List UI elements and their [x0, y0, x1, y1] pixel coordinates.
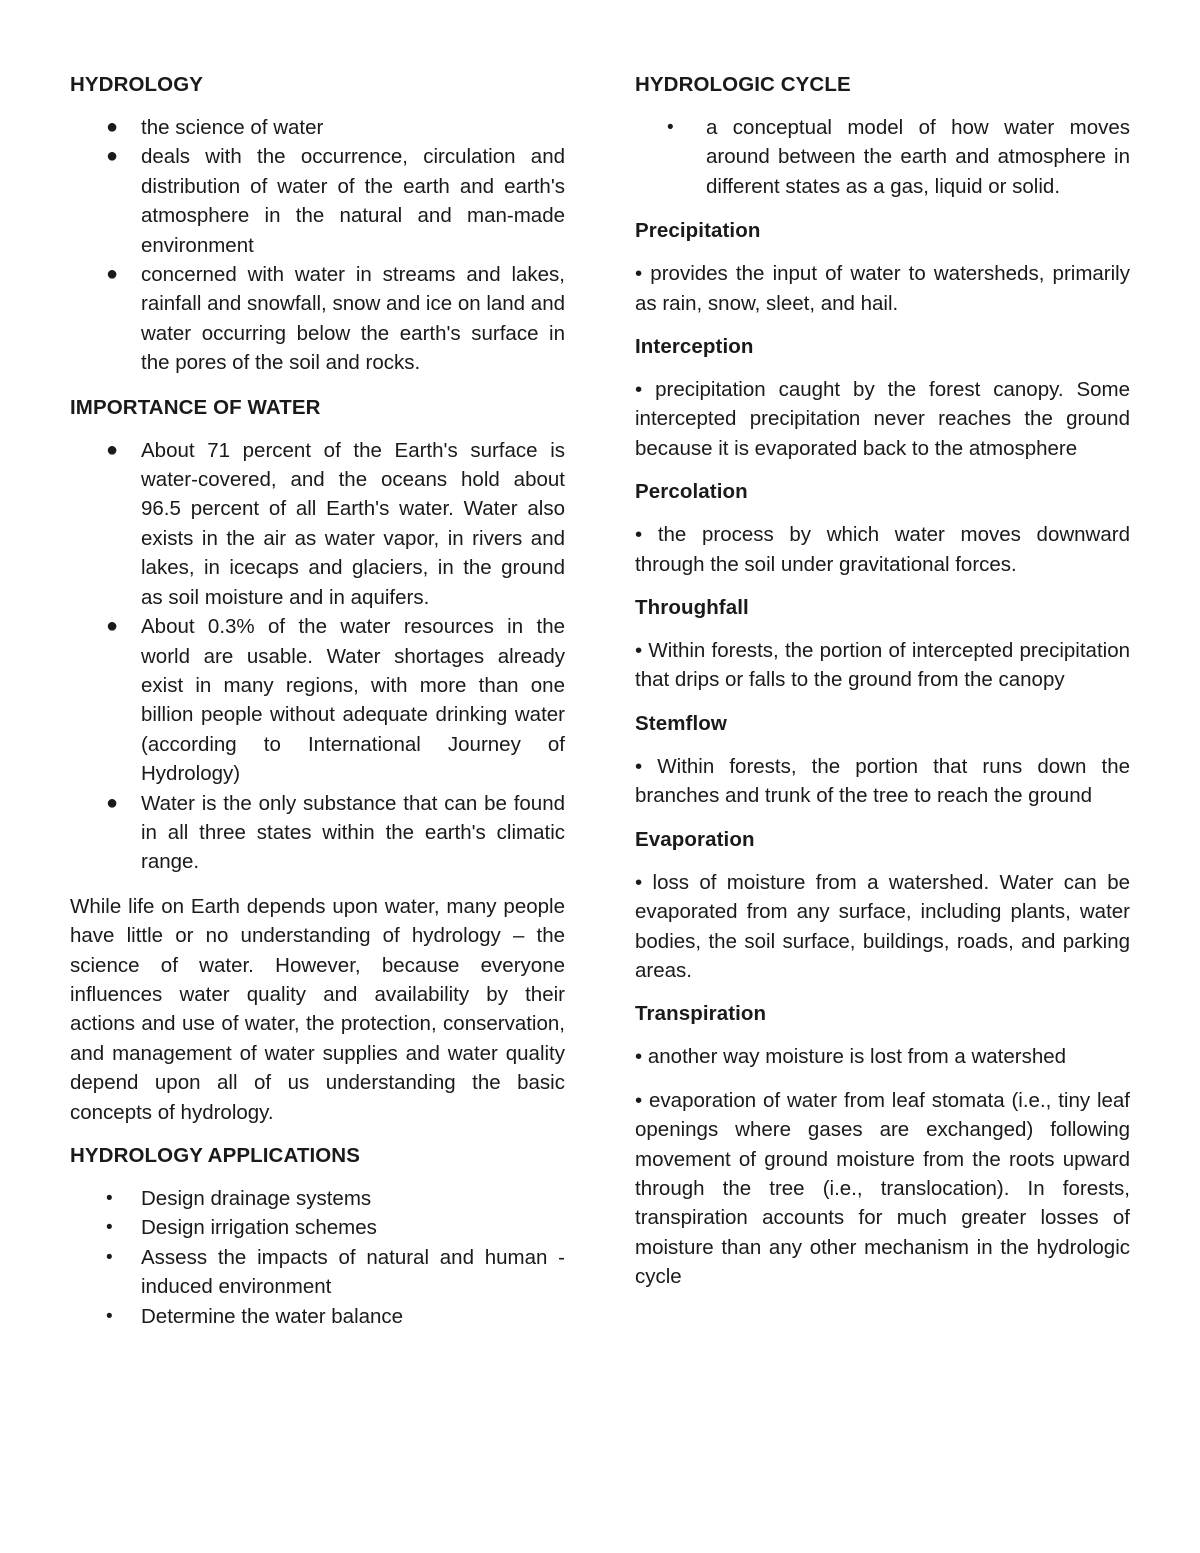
cycle-list [635, 113, 1130, 201]
term-title: Stemflow [635, 711, 727, 735]
importance-heading: IMPORTANCE OF WATER [70, 395, 321, 419]
term-text: • Within forests, the portion of intercepted precipitation that drips or falls to the ground from the canopy [635, 639, 1130, 692]
list-item: • Design irrigation schemes [70, 1213, 565, 1242]
list-item: ● concerned with water in streams and lakes, rainfall and snowfall, snow and ice on land and water occurring below the earth's surface in the pores of the soil and rocks. [70, 260, 565, 378]
term-text: • evaporation of water from leaf stomata (i.e., tiny leaf openings where gases are exchanged) following movement of ground moisture from the roots upward through the tree (i.e., translocation). In forests, transpiration accounts for much greater losses of moisture than any other mechanism in the hydrologic cycle [635, 1088, 1130, 1289]
importance-paragraph: While life on Earth depends upon water, many people have little or no understanding of hydrology – the science of water. However, because everyone influences water quality and availability by their actions and use of water, the protection, conservation, and management of water supplies and water quality depend upon all of us understanding the basic concepts of hydrology. [70, 894, 565, 1124]
bullet-icon: • [106, 1188, 113, 1209]
list-item: • Design drainage systems [70, 1184, 565, 1213]
term-evaporation [635, 825, 1130, 986]
list-item: • Determine the water balance [70, 1302, 565, 1331]
term-interception [635, 332, 1130, 463]
term-throughfall [635, 593, 1130, 695]
term-precipitation [635, 216, 1130, 318]
bullet-icon: • [667, 117, 674, 138]
term-text: • the process by which water moves downward through the soil under gravitational forces. [635, 523, 1130, 576]
term-title: Precipitation [635, 219, 761, 243]
bullet-icon: ● [106, 263, 119, 286]
importance-list [70, 436, 565, 877]
term-title: Percolation [635, 480, 748, 504]
term-stemflow [635, 709, 1130, 811]
left-column [70, 70, 565, 1346]
bullet-icon: ● [106, 145, 119, 168]
cycle-heading: HYDROLOGIC CYCLE [635, 73, 851, 96]
term-transpiration [635, 999, 1130, 1291]
term-text: • precipitation caught by the forest canopy. Some intercepted precipitation never reaches the ground because it is evaporated back to the atmosphere [635, 378, 1130, 460]
bullet-icon: • [106, 1305, 113, 1327]
term-percolation [635, 477, 1130, 579]
term-text: • provides the input of water to watersheds, primarily as rain, snow, sleet, and hail. [635, 262, 1130, 315]
list-item: ● About 0.3% of the water resources in the world are usable. Water shortages already exist in many regions, with more than one billion people without adequate drinking water (according to International Journey of Hydrology) [70, 612, 565, 788]
bullet-icon: • [106, 1217, 113, 1239]
bullet-icon: ● [106, 116, 119, 138]
term-title: Interception [635, 335, 754, 359]
list-item: • a conceptual model of how water moves around between the earth and atmosphere in different states as a gas, liquid or solid. [635, 113, 1130, 201]
applications-heading: HYDROLOGY APPLICATIONS [70, 1144, 360, 1167]
term-text: • another way moisture is lost from a watershed [635, 1045, 1067, 1069]
bullet-icon: ● [106, 791, 119, 814]
bullet-icon: ● [106, 438, 119, 461]
bullet-icon: • [106, 1246, 113, 1268]
hydrology-list [70, 113, 565, 378]
term-text: • loss of moisture from a watershed. Water can be evaporated from any surface, including plants, water bodies, the soil surface, buildings, roads, and parking areas. [635, 870, 1130, 982]
term-text: • Within forests, the portion that runs down the branches and trunk of the tree to reach the ground [635, 754, 1130, 808]
list-item: ● Water is the only substance that can be found in all three states within the earth's climatic range. [70, 789, 565, 877]
term-title: Transpiration [635, 1002, 767, 1026]
bullet-icon: ● [106, 615, 119, 638]
list-item: ● About 71 percent of the Earth's surface is water-covered, and the oceans hold about 96.5 percent of all Earth's water. Water also exists in the air as water vapor, in rivers and lakes, in icecaps and glaciers, in the ground as soil moisture and in aquifers. [70, 436, 565, 612]
list-item: ● the science of water [70, 113, 565, 142]
hydrology-heading: HYDROLOGY [70, 73, 204, 96]
list-item: ● deals with the occurrence, circulation and distribution of water of the earth and earth's atmosphere in the natural and man-made environment [70, 142, 565, 260]
right-column [635, 70, 1130, 1306]
list-item: • Assess the impacts of natural and human -induced environment [70, 1243, 565, 1302]
applications-list [70, 1184, 565, 1331]
term-title: Evaporation [635, 827, 755, 851]
term-title: Throughfall [635, 596, 749, 620]
